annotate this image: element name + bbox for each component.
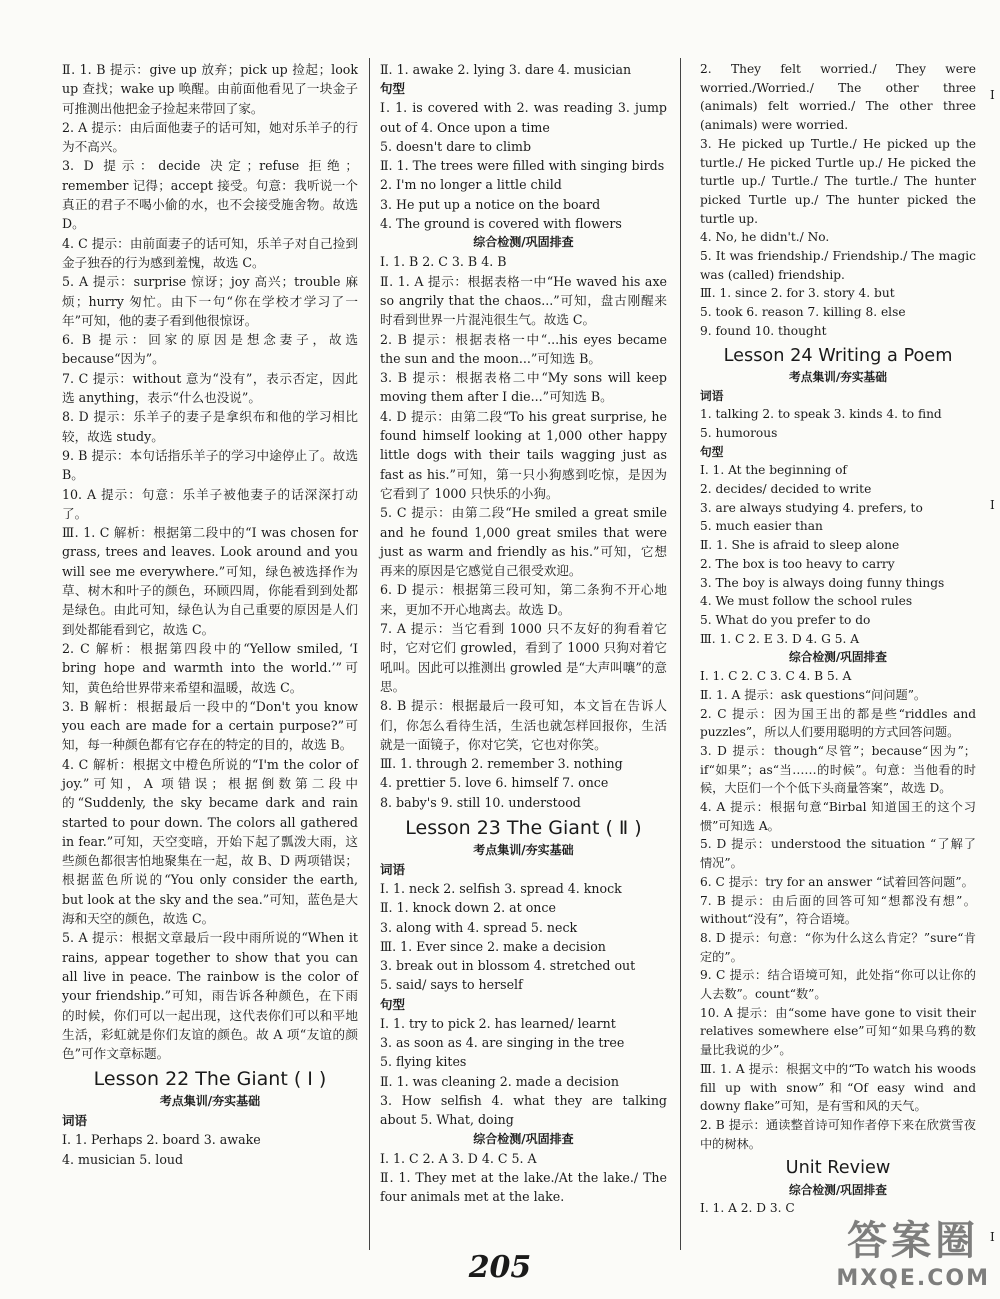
lesson-title: Lesson 23 The Giant ( Ⅱ ) — [405, 816, 642, 839]
answer-line: 7. B 提示：由后面的回答可知“想都没有想”。without“没有”，符合语境。 — [700, 893, 976, 927]
column-middle — [380, 60, 667, 1206]
answer-line: 10. A 提示：句意：乐羊子被他妻子的话深深打动了。 — [62, 486, 358, 521]
answer-line: 5. It was friendship./ Friendship./ The magic was (called) friendship. — [700, 249, 976, 282]
column-divider — [369, 58, 370, 1250]
answer-line: Ⅱ. 1. was cleaning 2. made a decision — [380, 1073, 619, 1089]
answer-line: Ⅰ. 1. A 2. D 3. C — [700, 1201, 795, 1216]
answer-line: 4. prettier 5. love 6. himself 7. once — [380, 775, 609, 791]
answer-line: 9. found 10. thought — [700, 323, 827, 338]
answer-line: 5. much easier than — [700, 519, 823, 534]
answer-line: 2. They felt worried./ They were worried./Worried./ The other three (animals) felt worried./ The other three (animals) were worried. — [700, 62, 976, 133]
answer-line: 2. C 提示：因为国王出的都是些“riddles and puzzles”，所以人们要用聪明的方式回答问题。 — [700, 706, 976, 740]
margin-mark: I — [990, 88, 995, 102]
section-heading: 词语 — [62, 1113, 88, 1129]
margin-mark: I — [990, 1230, 995, 1244]
answer-line: 2. I'm no longer a little child — [380, 177, 562, 193]
answer-line: 3. break out in blossom 4. stretched out — [380, 958, 636, 974]
section-subtitle: 考点集训/夯实基础 — [473, 842, 574, 857]
section-heading: 句型 — [380, 996, 406, 1012]
column-right — [700, 60, 976, 1218]
answer-line: 9. B 提示：本句话指乐羊子的学习中途停止了。故选 B。 — [62, 447, 358, 483]
lesson-title: Lesson 22 The Giant ( Ⅰ ) — [93, 1068, 327, 1091]
answer-line: 3. The boy is always doing funny things — [700, 575, 945, 590]
margin-mark: I — [990, 498, 995, 512]
answer-line: 1. talking 2. to speak 3. kinds 4. to find — [700, 407, 942, 422]
section-subtitle: 考点集训/夯实基础 — [159, 1094, 261, 1109]
page-number: 205 — [468, 1250, 532, 1285]
answer-line: 10. A 提示：由“some have gone to visit their relatives somewhere else”可知“如果乌鸦的数量比我说的少”。 — [700, 1005, 976, 1058]
column-left — [62, 60, 358, 1169]
answer-line: 4. We must follow the school rules — [700, 594, 913, 609]
answer-line: 2. The box is too heavy to carry — [700, 556, 895, 571]
answer-line: 4. No, he didn't./ No. — [700, 230, 830, 245]
answer-line: Ⅲ. 1. C 2. E 3. D 4. G 5. A — [700, 631, 860, 646]
watermark-site: MXQE.COM — [836, 1266, 990, 1291]
section-subtitle: 综合检测/巩固排查 — [473, 1131, 574, 1146]
answer-line: Ⅱ. 1. awake 2. lying 3. dare 4. musician — [380, 62, 632, 77]
lesson-title: Unit Review — [785, 1158, 891, 1179]
answer-line: 3. B 提示：根据表格二中“My sons will keep moving them after I die...”可知选 B。 — [380, 370, 667, 405]
section-heading: 词语 — [700, 388, 724, 403]
answer-line: Ⅰ. 1. C 2. C 3. C 4. B 5. A — [700, 669, 852, 684]
section-subtitle: 考点集训/夯实基础 — [789, 369, 887, 384]
answer-line: 5. took 6. reason 7. killing 8. else — [700, 305, 906, 320]
answer-line: 5. doesn't dare to climb — [380, 138, 532, 154]
answer-line: Ⅱ. 1. A 提示：ask questions“问问题”。 — [700, 687, 927, 702]
column-divider — [680, 58, 681, 1250]
answer-line: Ⅰ. 1. B 2. C 3. B 4. B — [380, 254, 507, 270]
answer-line: 2. B 提示：通读整首诗可知作者停下来在欣赏雪夜中的树林。 — [700, 1117, 976, 1151]
answer-line: 4. The ground is covered with flowers — [380, 216, 622, 232]
answer-line: 6. C 提示：try for an answer “试着回答问题”。 — [700, 874, 974, 889]
answer-line: 6. D 提示：根据第三段可知，第二条狗不开心地来，更加不开心地离去。故选 D。 — [380, 582, 667, 617]
section-subtitle: 综合检测/巩固排查 — [473, 235, 574, 250]
answer-line: Ⅰ. 1. At the beginning of — [700, 463, 847, 478]
answer-line: 5. What do you prefer to do — [700, 613, 871, 627]
answer-line: 3. are always studying 4. prefers, to — [700, 500, 923, 515]
answer-line: 2. A 提示：由后面他妻子的话可知，她对乐羊子的行为不高兴。 — [62, 119, 358, 155]
answer-line: 3. D 提示：though“尽管”；because“因为”；if“如果”；as“当……的时候”。句意：当他看的时候，大臣们一个个低下头商量答案”，故选 D。 — [700, 743, 976, 796]
answer-line: 5. A 提示：surprise 惊讶；joy 高兴；trouble 麻烦；hurry 匆忙。由下一句“你在学校才学习了一年”可知，他的妻子看到他很惊讶。 — [62, 274, 358, 328]
answer-line: 4. musician 5. loud — [62, 1151, 184, 1167]
section-heading: 词语 — [380, 861, 406, 877]
answer-line: Ⅱ. 1. A 提示：根据表格一中“He waved his axe so angrily that the chaos...”可知，盘古刚醒来时看到世界一片混沌很生气。故选 C。 — [380, 273, 667, 328]
section-heading: 句型 — [700, 444, 724, 459]
answer-line: 5. D 提示：understood the situation “了解了情况”。 — [700, 837, 976, 871]
answer-line: 3. D 提示：decide 决定；refuse 拒绝；remember 记得；accept 接受。句意：我听说一个真正的君子不喝小偷的水，也不会接受施舍物。故选 D。 — [62, 158, 358, 232]
answer-line: 8. D 提示：句意：“你为什么这么肯定？”sure“肯定的”。 — [700, 930, 976, 964]
section-heading: 句型 — [380, 81, 406, 97]
section-subtitle: 综合检测/巩固排查 — [789, 1182, 887, 1197]
answer-line: 6. B 提示：回家的原因是想念妻子，故选 because“因为”。 — [62, 332, 358, 367]
answer-line: 4. C 解析：根据文中橙色所说的“I'm the color of joy.”可知，A 项错误；根据倒数第二段中的“Suddenly, the sky became dark and rain started to pour down. The colors all gathered in fear.”可知，天空变暗，开始下起了瓢泼大雨，这些颜色都很害怕地聚集在一起，故 B、D 两项错误；根据蓝色所说的“You only consider the earth, but look at the sky and the sea.”可知，蓝色是大海和天空的颜色，故选 C。 — [62, 756, 358, 927]
answer-line: 3. He put up a notice on the board — [380, 196, 601, 212]
answer-line: 4. D 提示：由第二段“To his great surprise, he found himself looking at 1,000 other happy little dogs with their tails wagging just as fast as his.”可知，第一只小狗感到吃惊，是因为它看到了 1000 只快乐的小狗。 — [380, 408, 667, 501]
answer-line: Ⅲ. 1. Ever since 2. make a decision — [380, 938, 606, 954]
answer-line: 2. B 提示：根据表格一中“...his eyes became the sun and the moon...”可知选 B。 — [380, 331, 667, 366]
answer-line: Ⅲ. 1. C 解析：根据第二段中的“I was chosen for grass, trees and leaves. Look around and you will see me everywhere.”可知，绿色被选择作为草、树木和叶子的颜色，环顾四周，你能看到到处都是绿色。由此可知，绿色认为自己重要的原因是人们到处都能看到它，故选 C。 — [62, 525, 358, 637]
answer-line: 2. decides/ decided to write — [700, 482, 872, 497]
answer-line: Ⅲ. 1. through 2. remember 3. nothing — [380, 756, 623, 772]
answer-line: Ⅰ. 1. is covered with 2. was reading 3. jump out of 4. Once upon a time — [380, 100, 667, 135]
answer-line: 5. A 提示：根据文章最后一段中雨所说的“When it rains, appear together to show that you can all live in peace. The rainbow is the color of your friendship.”可知，雨告诉各种颜色，在下雨的时候，你们可以一起出现，这代表你们可以和平地生活，彩虹就是你们友谊的颜色。故 A 项“友谊的颜色”可作文章标题。 — [62, 930, 358, 1062]
answer-line: Ⅱ. 1. B 提示：give up 放弃；pick up 捡起；look up 查找；wake up 唤醒。由前面他看见了一块金子可推测出他把金子捡起来带回了家。 — [62, 62, 358, 116]
answer-line: 8. B 提示：根据最后一段可知，本文旨在告诉人们，你怎么看待生活，生活也就怎样回报你，生活就是一面镜子，你对它笑，它也对你笑。 — [380, 698, 667, 752]
answer-line: 9. C 提示：结合语境可知，此处指“你可以让你的人去数”。count“数”。 — [700, 968, 976, 1002]
answer-line: 4. C 提示：由前面妻子的话可知，乐羊子对自己捡到金子独吞的行为感到羞愧，故选 C。 — [62, 235, 358, 270]
answer-line: Ⅲ. 1. A 提示：根据文中的“To watch his woods fill up with snow”和“Of easy wind and downy flake”可知，是有雪和风的天气。 — [700, 1061, 976, 1114]
answer-line: 8. D 提示：乐羊子的妻子是拿织布和他的学习相比较，故选 study。 — [62, 409, 358, 444]
answer-line: Ⅱ. 1. She is afraid to sleep alone — [700, 538, 900, 553]
answer-line: 5. said/ says to herself — [380, 977, 523, 993]
answer-line: Ⅰ. 1. neck 2. selfish 3. spread 4. knock — [380, 880, 622, 896]
answer-line: 8. baby's 9. still 10. understood — [380, 794, 581, 810]
answer-line: 2. C 解析：根据第四段中的“Yellow smiled, ‘I bring hope and warmth into the world.’”可知，黄色给世界带来希望和温暖，故选 C。 — [62, 640, 358, 695]
answer-line: Ⅰ. 1. try to pick 2. has learned/ learnt — [380, 1015, 616, 1031]
site-watermark — [836, 1209, 990, 1291]
answer-line: Ⅱ. 1. They met at the lake./At the lake./ The four animals met at the lake. — [380, 1169, 667, 1205]
answer-line: 7. C 提示：without 意为“没有”，表示否定，因此选 anything，表示“什么也没说”。 — [62, 370, 358, 406]
answer-line: 3. as soon as 4. are singing in the tree — [380, 1035, 625, 1051]
answer-line: 5. humorous — [700, 425, 778, 440]
answer-line: 4. A 提示：根据句意“Birbal 知道国王的这个习惯”可知选 A。 — [700, 800, 976, 833]
answer-line: Ⅰ. 1. Perhaps 2. board 3. awake — [62, 1132, 261, 1148]
answer-line: Ⅱ. 1. knock down 2. at once — [380, 900, 556, 916]
answer-line: 3. along with 4. spread 5. neck — [380, 919, 578, 935]
answer-line: 3. He picked up Turtle./ He picked up the turtle./ He picked Turtle up./ He picked the turtle up./ Turtle./ The turtle./ The hunter picked Turtle up./ The hunter picked the turtle up. — [700, 136, 976, 226]
answer-line: 5. flying kites — [380, 1054, 467, 1070]
answer-line: 5. C 提示：由第二段“He smiled a great smile and he found 1,000 great smiles that were just as warm and friendly as his.”可知，它想再来的原因是它感觉自己很受欢迎。 — [380, 505, 667, 579]
section-subtitle: 综合检测/巩固排查 — [789, 650, 887, 665]
lesson-title: Lesson 24 Writing a Poem — [723, 345, 953, 366]
answer-line: 3. How selfish 4. what they are talking about 5. What, doing — [380, 1092, 667, 1128]
answer-line: Ⅲ. 1. since 2. for 3. story 4. but — [700, 286, 895, 301]
answer-line: 3. B 解析：根据最后一段中的“Don't you know you each are made for a certain purpose?”可知，每一种颜色都有它存在的特定的目的，故选 B。 — [62, 698, 358, 753]
answer-line: Ⅱ. 1. The trees were filled with singing birds — [380, 158, 665, 174]
watermark-title: 答案圈 — [847, 1218, 980, 1264]
answer-line: 7. A 提示：当它看到 1000 只不友好的狗看着它时，它对它们 growled，看到了 1000 只狗对着它吼叫。因此可以推测出 growled 是“大声叫嚷”的意思。 — [380, 621, 667, 694]
answer-line: Ⅰ. 1. C 2. A 3. D 4. C 5. A — [380, 1150, 537, 1166]
